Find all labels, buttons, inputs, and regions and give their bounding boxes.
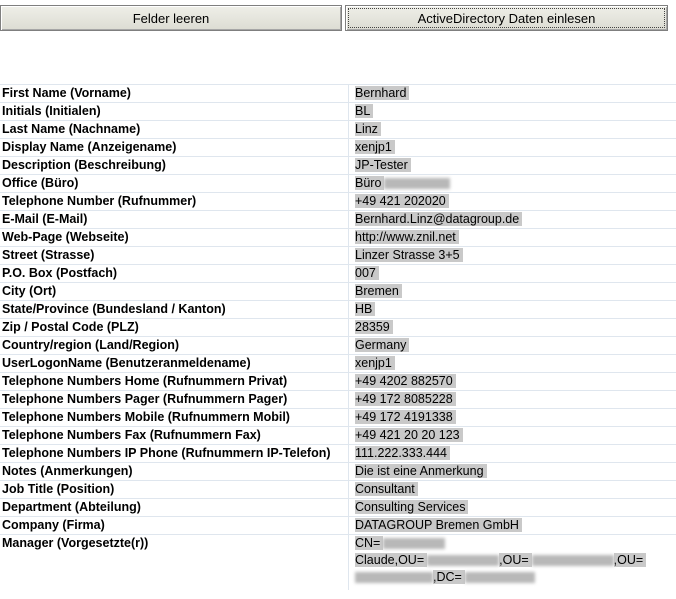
field-label: E-Mail (E-Mail) [0, 211, 349, 229]
table-row [0, 391, 676, 409]
field-value-text: BL [355, 104, 373, 118]
field-value-text: http://www.znil.net [355, 230, 459, 244]
field-label: Department (Abteilung) [0, 499, 349, 517]
field-label: P.O. Box (Postfach) [0, 265, 349, 283]
field-value[interactable] [349, 445, 676, 463]
field-value[interactable] [349, 175, 676, 193]
field-label: Display Name (Anzeigename) [0, 139, 349, 157]
load-active-directory-button[interactable]: ActiveDirectory Daten einlesen [345, 5, 668, 31]
field-value[interactable] [349, 103, 676, 121]
field-value[interactable] [349, 481, 676, 499]
clear-fields-button[interactable]: Felder leeren [0, 5, 342, 31]
field-value[interactable] [349, 121, 676, 139]
field-value[interactable] [349, 373, 676, 391]
field-label: Telephone Numbers Pager (Rufnummern Pager) [0, 391, 349, 409]
table-row [0, 157, 676, 175]
field-value[interactable] [349, 157, 676, 175]
table-row [0, 463, 676, 481]
redacted-block [355, 572, 433, 583]
field-value-text: Linz [355, 122, 381, 136]
field-label: Telephone Number (Rufnummer) [0, 193, 349, 211]
field-value[interactable] [349, 463, 676, 481]
table-row [0, 121, 676, 139]
field-label: Description (Beschreibung) [0, 157, 349, 175]
field-value-text: +49 421 20 20 123 [355, 428, 463, 442]
field-label: Street (Strasse) [0, 247, 349, 265]
field-value-text: Linzer Strasse 3+5 [355, 248, 463, 262]
field-value-text: Consultant [355, 482, 418, 496]
table-row [0, 337, 676, 355]
table-row [0, 193, 676, 211]
field-label: Initials (Initialen) [0, 103, 349, 121]
field-value[interactable] [349, 319, 676, 337]
field-value-text: DATAGROUP Bremen GmbH [355, 518, 522, 532]
field-label: Job Title (Position) [0, 481, 349, 499]
table-row [0, 517, 676, 535]
table-row [0, 499, 676, 517]
field-value[interactable] [349, 409, 676, 427]
field-value[interactable] [349, 355, 676, 373]
field-value-text: Consulting Services [355, 500, 468, 514]
table-row [0, 481, 676, 499]
toolbar [0, 0, 676, 40]
field-value-text: +49 172 4191338 [355, 410, 456, 424]
manager-line1: CN= [355, 536, 383, 550]
field-value-text: +49 421 202020 [355, 194, 449, 208]
field-value-text: Bernhard [355, 86, 409, 100]
field-value-text: 28359 [355, 320, 393, 334]
field-label: Office (Büro) [0, 175, 349, 193]
table-row [0, 445, 676, 463]
redacted-block [532, 555, 614, 566]
user-fields-table [0, 84, 676, 590]
field-label: Telephone Numbers IP Phone (Rufnummern IP-Telefon) [0, 445, 349, 463]
field-value[interactable] [349, 427, 676, 445]
manager-line3: ,DC= [433, 570, 465, 584]
field-label: Manager (Vorgesetzte(r)) [0, 535, 349, 591]
table-row [0, 301, 676, 319]
redacted-block [465, 572, 535, 583]
field-label: Telephone Numbers Mobile (Rufnummern Mobil) [0, 409, 349, 427]
field-label: Country/region (Land/Region) [0, 337, 349, 355]
table-row [0, 319, 676, 337]
field-value[interactable] [349, 283, 676, 301]
table-row [0, 85, 676, 103]
field-value[interactable] [349, 247, 676, 265]
field-value[interactable] [349, 211, 676, 229]
table-row [0, 175, 676, 193]
field-value[interactable] [349, 391, 676, 409]
field-value-text: 007 [355, 266, 379, 280]
field-value-text: xenjp1 [355, 140, 395, 154]
field-value-text: +49 4202 882570 [355, 374, 456, 388]
field-value[interactable] [349, 301, 676, 319]
table-row-manager [0, 535, 676, 591]
field-label: First Name (Vorname) [0, 85, 349, 103]
field-label: Telephone Numbers Home (Rufnummern Privat) [0, 373, 349, 391]
field-value-text: +49 172 8085228 [355, 392, 456, 406]
field-value-text: Bernhard.Linz@datagroup.de [355, 212, 522, 226]
field-label: Telephone Numbers Fax (Rufnummern Fax) [0, 427, 349, 445]
field-label: Last Name (Nachname) [0, 121, 349, 139]
field-label: Web-Page (Webseite) [0, 229, 349, 247]
field-value[interactable] [349, 85, 676, 103]
table-row [0, 229, 676, 247]
field-value[interactable] [349, 229, 676, 247]
table-row [0, 409, 676, 427]
field-value[interactable] [349, 265, 676, 283]
table-row [0, 139, 676, 157]
field-value-text: Büro [355, 176, 384, 190]
table-row [0, 103, 676, 121]
redacted-block [383, 538, 445, 549]
field-value[interactable] [349, 337, 676, 355]
field-label: Zip / Postal Code (PLZ) [0, 319, 349, 337]
field-value-text: 111.222.333.444 [355, 446, 450, 460]
field-value[interactable] [349, 193, 676, 211]
table-row [0, 265, 676, 283]
redacted-block [384, 178, 450, 189]
field-value-text: Bremen [355, 284, 402, 298]
table-row [0, 373, 676, 391]
table-row [0, 427, 676, 445]
manager-line2b: ,OU= [499, 553, 532, 567]
table-row [0, 211, 676, 229]
field-value-text: Germany [355, 338, 409, 352]
manager-value[interactable] [349, 535, 676, 591]
field-value[interactable] [349, 139, 676, 157]
field-value-text: xenjp1 [355, 356, 395, 370]
field-label: State/Province (Bundesland / Kanton) [0, 301, 349, 319]
field-label: Notes (Anmerkungen) [0, 463, 349, 481]
table-row [0, 283, 676, 301]
field-value-text: JP-Tester [355, 158, 411, 172]
redacted-block [427, 555, 499, 566]
manager-line2a: Claude,OU= [355, 553, 427, 567]
field-label: City (Ort) [0, 283, 349, 301]
manager-line2c: ,OU= [614, 553, 647, 567]
field-value-text: HB [355, 302, 375, 316]
field-value[interactable] [349, 517, 676, 535]
table-row [0, 247, 676, 265]
table-row [0, 355, 676, 373]
field-value[interactable] [349, 499, 676, 517]
field-value-text: Die ist eine Anmerkung [355, 464, 487, 478]
field-label: UserLogonName (Benutzeranmeldename) [0, 355, 349, 373]
field-label: Company (Firma) [0, 517, 349, 535]
